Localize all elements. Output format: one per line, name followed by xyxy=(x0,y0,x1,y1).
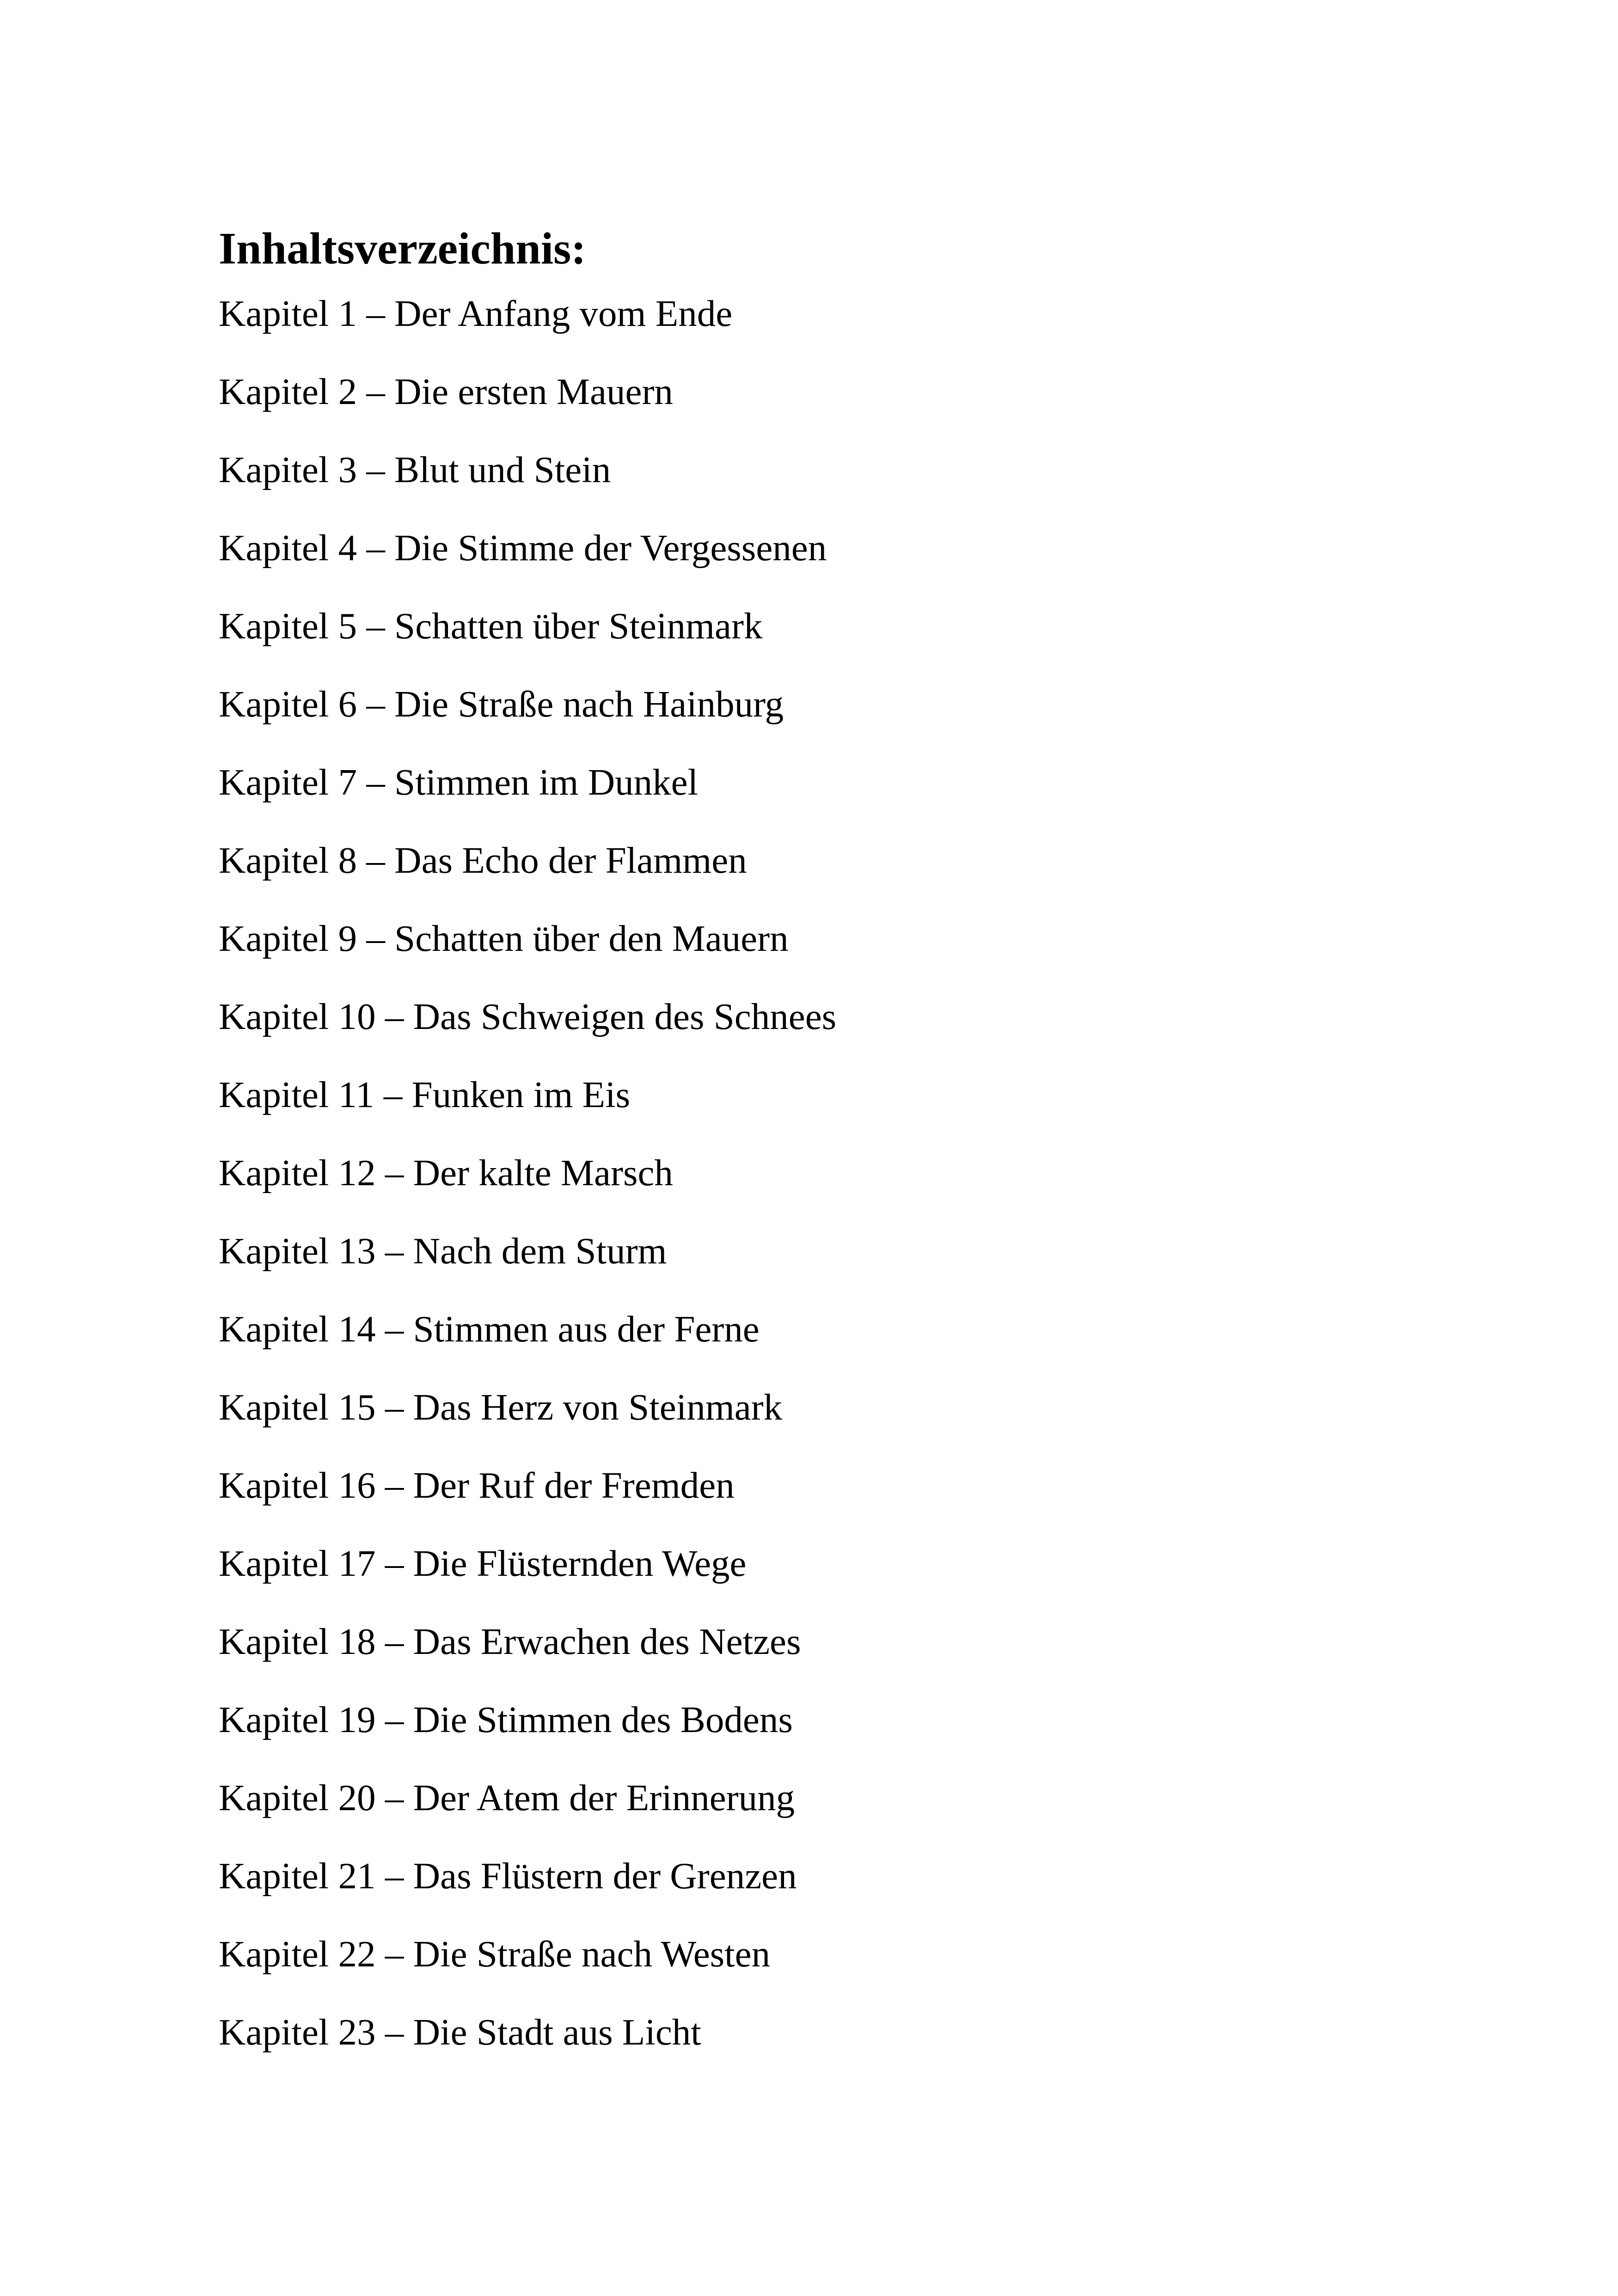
toc-entry: Kapitel 14 – Stimmen aus der Ferne xyxy=(219,1308,760,1350)
toc-list xyxy=(219,281,1421,2078)
toc-entry: Kapitel 6 – Die Straße nach Hainburg xyxy=(219,683,784,725)
toc-entry: Kapitel 3 – Blut und Stein xyxy=(219,449,611,490)
toc-entry: Kapitel 12 – Der kalte Marsch xyxy=(219,1152,673,1194)
toc-entry: Kapitel 4 – Die Stimme der Vergessenen xyxy=(219,527,827,569)
toc-entry: Kapitel 23 – Die Stadt aus Licht xyxy=(219,2011,701,2053)
toc-entry: Kapitel 19 – Die Stimmen des Bodens xyxy=(219,1699,793,1740)
toc-entry: Kapitel 18 – Das Erwachen des Netzes xyxy=(219,1621,801,1662)
toc-entry: Kapitel 16 – Der Ruf der Fremden xyxy=(219,1464,735,1506)
toc-entry: Kapitel 20 – Der Atem der Erinnerung xyxy=(219,1777,795,1818)
toc-entry: Kapitel 22 – Die Straße nach Westen xyxy=(219,1933,771,1975)
toc-entry: Kapitel 11 – Funken im Eis xyxy=(219,1074,631,1115)
toc-entry: Kapitel 2 – Die ersten Mauern xyxy=(219,371,673,412)
toc-entry: Kapitel 8 – Das Echo der Flammen xyxy=(219,839,747,881)
toc-entry: Kapitel 17 – Die Flüsternden Wege xyxy=(219,1543,747,1584)
toc-entry: Kapitel 13 – Nach dem Sturm xyxy=(219,1230,667,1272)
toc-entry: Kapitel 10 – Das Schweigen des Schnees xyxy=(219,996,837,1037)
toc-entry: Kapitel 9 – Schatten über den Mauern xyxy=(219,918,789,959)
toc-heading: Inhaltsverzeichnis: xyxy=(219,224,586,274)
toc-entry: Kapitel 5 – Schatten über Steinmark xyxy=(219,605,763,647)
table-of-contents xyxy=(219,216,1421,2078)
toc-entry: Kapitel 21 – Das Flüstern der Grenzen xyxy=(219,1855,797,1897)
toc-entry: Kapitel 7 – Stimmen im Dunkel xyxy=(219,761,699,803)
toc-entry: Kapitel 1 – Der Anfang vom Ende xyxy=(219,293,733,334)
toc-entry: Kapitel 15 – Das Herz von Steinmark xyxy=(219,1386,783,1428)
